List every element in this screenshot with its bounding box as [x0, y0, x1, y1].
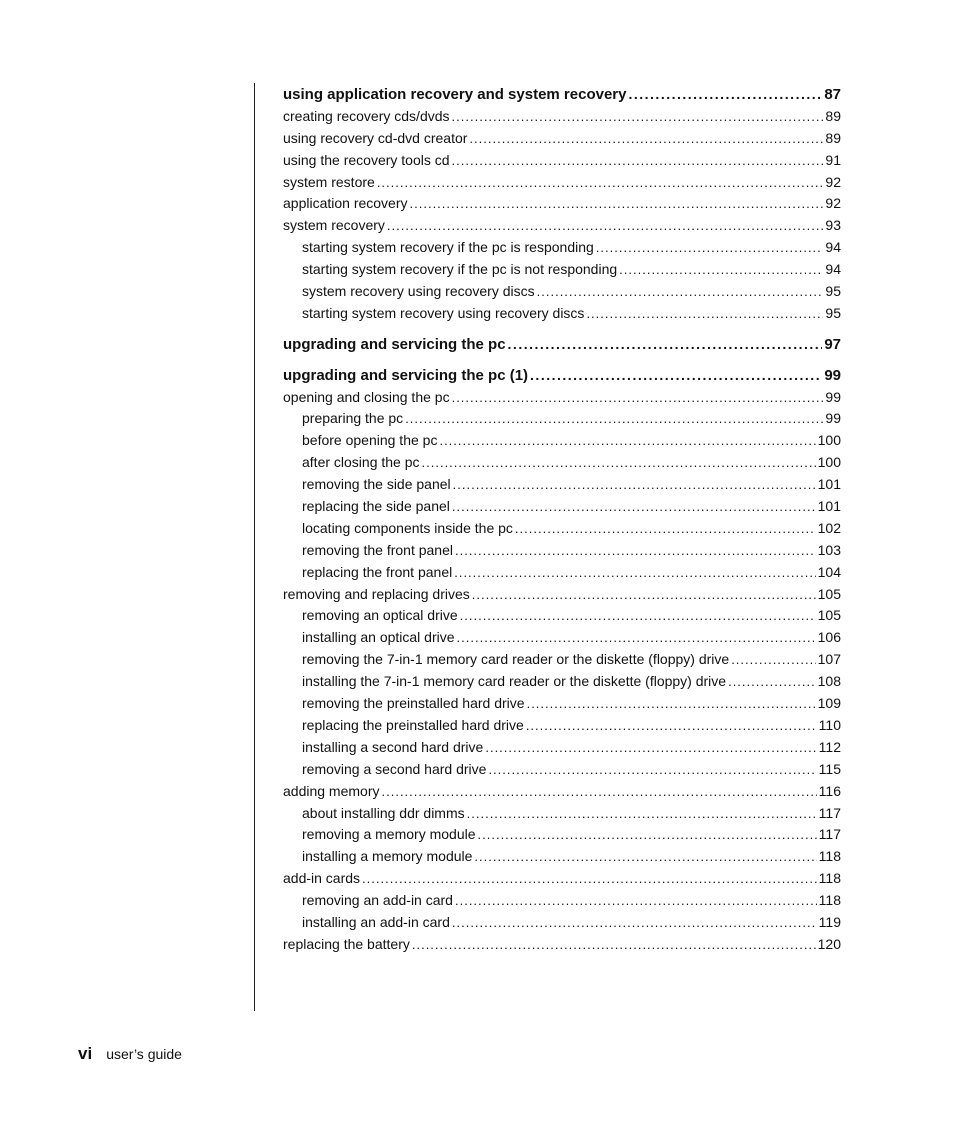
toc-entry[interactable] — [283, 452, 841, 474]
dot-leader — [527, 693, 816, 715]
toc-entry-page: 93 — [825, 217, 841, 234]
toc-entry[interactable] — [283, 912, 841, 934]
dot-leader — [731, 649, 815, 671]
toc-entry-title: system recovery using recovery discs — [302, 283, 535, 300]
dot-leader — [362, 868, 817, 890]
toc-entry-title: removing an add-in card — [302, 892, 453, 909]
toc-entry[interactable] — [283, 824, 841, 846]
dot-leader — [387, 215, 824, 237]
dot-leader — [467, 803, 817, 825]
toc-entry-title: replacing the preinstalled hard drive — [302, 716, 524, 733]
toc-entry-page: 105 — [817, 607, 841, 624]
toc-entry-page: 101 — [817, 476, 841, 493]
dot-leader — [452, 912, 817, 934]
toc-entry[interactable] — [283, 215, 841, 237]
toc-entry[interactable] — [283, 408, 841, 430]
dot-leader — [460, 605, 816, 627]
toc-entry[interactable] — [283, 237, 841, 259]
table-of-contents — [283, 84, 841, 956]
dot-leader — [405, 408, 823, 430]
dot-leader — [728, 671, 816, 693]
toc-entry-title: system recovery — [283, 217, 385, 234]
dot-leader — [382, 781, 817, 803]
toc-entry-title: before opening the pc — [302, 432, 438, 449]
toc-entry-title: replacing the battery — [283, 935, 410, 952]
toc-entry-title: application recovery — [283, 195, 408, 212]
toc-entry-page: 112 — [818, 738, 841, 755]
toc-entry-page: 103 — [817, 541, 841, 558]
toc-entry-title: using recovery cd-dvd creator — [283, 129, 468, 146]
dot-leader — [452, 496, 816, 518]
dot-leader — [485, 737, 816, 759]
dot-leader — [455, 890, 817, 912]
toc-entry-page: 99 — [825, 410, 841, 427]
dot-leader — [488, 759, 816, 781]
dot-leader — [530, 365, 822, 387]
dot-leader — [454, 562, 815, 584]
toc-entry-page: 95 — [825, 304, 841, 321]
toc-entry-page: 110 — [818, 716, 841, 733]
toc-entry-title: locating components inside the pc — [302, 519, 513, 536]
toc-entry-title: creating recovery cds/dvds — [283, 107, 450, 124]
page-footer — [78, 1044, 182, 1064]
toc-entry[interactable] — [283, 715, 841, 737]
footer-label: user’s guide — [106, 1046, 182, 1062]
toc-entry-page: 107 — [817, 651, 841, 668]
toc-entry[interactable] — [283, 803, 841, 825]
toc-entry-title: installing a second hard drive — [302, 738, 484, 755]
dot-leader — [453, 474, 816, 496]
footer-page-number: vi — [78, 1044, 93, 1063]
toc-entry[interactable] — [283, 584, 841, 606]
dot-leader — [537, 281, 824, 303]
toc-entry-page: 109 — [817, 695, 841, 712]
toc-entry-title: opening and closing the pc — [283, 388, 450, 405]
toc-entry-page: 101 — [817, 498, 841, 515]
dot-leader — [508, 334, 823, 356]
toc-entry-page: 119 — [818, 913, 841, 930]
toc-chapter-entry[interactable] — [283, 334, 841, 356]
dot-leader — [455, 540, 816, 562]
toc-entry-page: 116 — [818, 782, 841, 799]
toc-entry[interactable] — [283, 627, 841, 649]
dot-leader — [596, 237, 824, 259]
toc-entry-title: starting system recovery if the pc is not responding — [302, 261, 618, 278]
toc-entry-title: using the recovery tools cd — [283, 151, 450, 168]
toc-entry-page: 117 — [818, 826, 841, 843]
toc-entry-title: installing a memory module — [302, 848, 473, 865]
dot-leader — [619, 259, 823, 281]
toc-entry[interactable] — [283, 303, 841, 325]
toc-entry[interactable] — [283, 693, 841, 715]
toc-entry-title: using application recovery and system recovery — [283, 86, 627, 103]
toc-entry[interactable] — [283, 496, 841, 518]
toc-entry-page: 87 — [824, 86, 841, 103]
toc-entry[interactable] — [283, 474, 841, 496]
toc-entry-page: 100 — [817, 454, 841, 471]
toc-entry-page: 92 — [825, 173, 841, 190]
toc-entry-page: 92 — [825, 195, 841, 212]
toc-entry-title: removing a memory module — [302, 826, 476, 843]
dot-leader — [422, 452, 816, 474]
toc-entry-page: 118 — [818, 848, 841, 865]
toc-entry[interactable] — [283, 518, 841, 540]
toc-entry[interactable] — [283, 605, 841, 627]
toc-entry[interactable] — [283, 281, 841, 303]
toc-entry-title: after closing the pc — [302, 454, 420, 471]
toc-entry[interactable] — [283, 387, 841, 409]
toc-entry-page: 102 — [817, 519, 841, 536]
toc-entry-title: starting system recovery if the pc is responding — [302, 239, 594, 256]
dot-leader — [515, 518, 816, 540]
toc-entry[interactable] — [283, 150, 841, 172]
toc-entry[interactable] — [283, 934, 841, 956]
toc-entry-page: 99 — [825, 388, 841, 405]
dot-leader — [452, 106, 824, 128]
toc-entry[interactable] — [283, 172, 841, 194]
margin-rule — [254, 83, 255, 1011]
toc-entry-page: 89 — [825, 129, 841, 146]
toc-entry-page: 99 — [824, 366, 841, 384]
toc-entry-page: 91 — [825, 151, 841, 168]
toc-entry-title: installing an add-in card — [302, 913, 450, 930]
toc-entry-page: 100 — [817, 432, 841, 449]
toc-entry[interactable] — [283, 649, 841, 671]
dot-leader — [412, 934, 816, 956]
toc-entry-title: removing an optical drive — [302, 607, 458, 624]
toc-entry-page: 118 — [818, 870, 841, 887]
toc-entry-title: removing the preinstalled hard drive — [302, 695, 525, 712]
toc-entry-page: 118 — [818, 892, 841, 909]
toc-entry-title: removing a second hard drive — [302, 760, 487, 777]
toc-entry-page: 97 — [824, 335, 841, 353]
toc-entry-page: 94 — [825, 261, 841, 278]
toc-entry[interactable] — [283, 890, 841, 912]
toc-entry-page: 117 — [818, 804, 841, 821]
dot-leader — [452, 150, 824, 172]
dot-leader — [478, 824, 817, 846]
toc-entry-page: 104 — [817, 563, 841, 580]
dot-leader — [472, 584, 816, 606]
toc-chapter-entry[interactable] — [283, 84, 841, 106]
toc-entry-page: 105 — [817, 585, 841, 602]
toc-entry-title: upgrading and servicing the pc — [283, 335, 506, 353]
toc-entry[interactable] — [283, 781, 841, 803]
toc-entry[interactable] — [283, 562, 841, 584]
dot-leader — [457, 627, 816, 649]
toc-entry-title: replacing the front panel — [302, 563, 453, 580]
dot-leader — [586, 303, 823, 325]
toc-entry-title: upgrading and servicing the pc (1) — [283, 366, 529, 384]
toc-entry[interactable] — [283, 868, 841, 890]
toc-entry[interactable] — [283, 846, 841, 868]
toc-entry[interactable] — [283, 540, 841, 562]
dot-leader — [469, 128, 823, 150]
dot-leader — [452, 387, 824, 409]
toc-entry-page: 106 — [817, 629, 841, 646]
toc-entry-title: preparing the pc — [302, 410, 404, 427]
toc-entry-title: add-in cards — [283, 870, 361, 887]
toc-entry-title: removing the 7-in-1 memory card reader or the diskette (floppy) drive — [302, 651, 730, 668]
toc-entry-title: adding memory — [283, 782, 380, 799]
toc-entry-page: 120 — [817, 935, 841, 952]
toc-entry-page: 95 — [825, 283, 841, 300]
toc-entry-title: system restore — [283, 173, 375, 190]
toc-entry[interactable] — [283, 106, 841, 128]
toc-entry-title: removing the side panel — [302, 476, 451, 493]
toc-entry-title: starting system recovery using recovery discs — [302, 304, 585, 321]
toc-entry[interactable] — [283, 737, 841, 759]
toc-entry-title: replacing the side panel — [302, 498, 450, 515]
dot-leader — [628, 84, 822, 106]
toc-chapter-entry[interactable] — [283, 365, 841, 387]
toc-entry[interactable] — [283, 759, 841, 781]
dot-leader — [439, 430, 815, 452]
toc-entry-page: 89 — [825, 107, 841, 124]
toc-entry-title: removing and replacing drives — [283, 585, 470, 602]
dot-leader — [377, 172, 824, 194]
toc-entry-page: 94 — [825, 239, 841, 256]
toc-entry-title: removing the front panel — [302, 541, 453, 558]
toc-entry-title: installing the 7-in-1 memory card reader or the diskette (floppy) drive — [302, 673, 727, 690]
dot-leader — [410, 193, 824, 215]
toc-entry[interactable] — [283, 430, 841, 452]
dot-leader — [474, 846, 816, 868]
toc-entry-title: about installing ddr dimms — [302, 804, 465, 821]
toc-entry[interactable] — [283, 259, 841, 281]
toc-entry-title: installing an optical drive — [302, 629, 455, 646]
toc-entry[interactable] — [283, 193, 841, 215]
toc-entry[interactable] — [283, 671, 841, 693]
toc-entry-page: 108 — [817, 673, 841, 690]
toc-entry[interactable] — [283, 128, 841, 150]
dot-leader — [526, 715, 817, 737]
toc-entry-page: 115 — [818, 760, 841, 777]
